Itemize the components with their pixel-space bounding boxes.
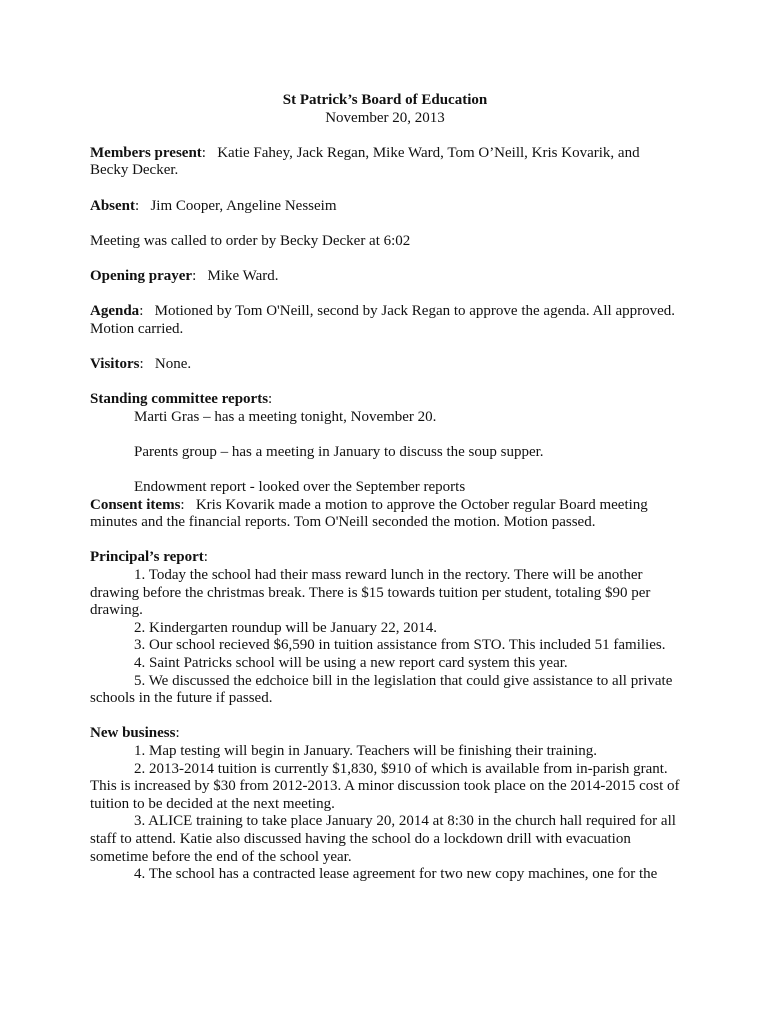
principal-report-item: 2. Kindergarten roundup will be January 22, 2014.	[134, 619, 437, 636]
opening-prayer-text: Mike Ward.	[207, 267, 279, 284]
agenda-text: Motioned by Tom O'Neill, second by Jack Regan to approve the agenda. All approved. Motion carried.	[90, 303, 676, 337]
members-present-label: Members present	[90, 144, 202, 161]
standing-committee-item: Marti Gras – has a meeting tonight, November 20.	[134, 408, 437, 425]
opening-prayer-label: Opening prayer	[90, 267, 193, 284]
call-to-order: Meeting was called to order by Becky Decker at 6:02	[90, 232, 411, 249]
minutes-page	[90, 92, 680, 884]
meeting-date: November 20, 2013	[325, 109, 445, 126]
principal-report-item: 3. Our school recieved $6,590 in tuition assistance from STO. This included 51 families.	[134, 637, 666, 654]
new-business-label: New business	[90, 725, 176, 742]
absent-label: Absent	[90, 197, 136, 214]
standing-committee-item: Endowment report - looked over the September reports	[134, 479, 466, 496]
spacer	[90, 127, 680, 145]
principal-report-item: 4. Saint Patricks school will be using a new report card system this year.	[134, 655, 568, 671]
consent-items-label: Consent items	[90, 496, 181, 513]
agenda-paragraph: Agenda: Motioned by Tom O'Neill, second by Jack Regan to approve the agenda. All approved. Motion carried.	[90, 303, 676, 337]
spacer	[90, 250, 680, 268]
visitors-paragraph: Visitors: None.	[90, 355, 192, 372]
opening-prayer-paragraph: Opening prayer: Mike Ward.	[90, 267, 279, 284]
new-business-item: 1. Map testing will begin in January. Teachers will be finishing their training.	[134, 742, 598, 759]
standing-committee-heading: Standing committee reports:	[90, 391, 273, 408]
spacer	[90, 461, 680, 479]
members-present-paragraph: Members present: Katie Fahey, Jack Regan, Mike Ward, Tom O’Neill, Kris Kovarik, and Becky Decker.	[90, 144, 640, 179]
spacer	[90, 426, 680, 444]
spacer	[90, 338, 680, 356]
principal-report-heading: Principal’s report:	[90, 549, 208, 566]
spacer	[90, 180, 680, 198]
spacer	[90, 286, 680, 304]
visitors-text: None.	[154, 355, 192, 372]
standing-committee-label: Standing committee reports	[90, 391, 269, 408]
spacer	[90, 374, 680, 392]
visitors-label: Visitors	[90, 355, 140, 372]
standing-committee-item: Parents group – has a meeting in January to discuss the soup supper.	[134, 443, 544, 460]
agenda-label: Agenda	[90, 303, 140, 320]
principal-report-label: Principal’s report	[90, 549, 204, 566]
consent-items-paragraph: Consent items: Kris Kovarik made a motion to approve the October regular Board meeting minutes and the financial reports. Tom O'Neill seconded the motion. Motion passed.	[90, 496, 648, 531]
consent-items-text: Kris Kovarik made a motion to approve the October regular Board meeting minutes and the financial reports. Tom O'Neill seconded the motion. Motion passed.	[90, 496, 648, 531]
principal-report-item: 5. We discussed the edchoice bill in the legislation that could give assistance to all private schools in the future if passed.	[90, 672, 673, 707]
absent-paragraph: Absent: Jim Cooper, Angeline Nesseim	[90, 197, 337, 214]
spacer	[90, 215, 680, 233]
members-present-text: Katie Fahey, Jack Regan, Mike Ward, Tom O’Neill, Kris Kovarik, and Becky Decker.	[90, 144, 640, 179]
principal-report-item: 1. Today the school had their mass reward lunch in the rectory. There will be another drawing before the christmas break. There is $15 towards tuition per student, totaling $90 per drawing.	[90, 567, 651, 619]
new-business-item: 4. The school has a contracted lease agreement for two new copy machines, one for the	[134, 866, 658, 883]
spacer	[90, 708, 680, 726]
new-business-heading: New business:	[90, 725, 180, 742]
spacer	[90, 532, 680, 550]
absent-text: Jim Cooper, Angeline Nesseim	[150, 197, 337, 214]
new-business-item: 2. 2013-2014 tuition is currently $1,830, $910 of which is available from in-parish grant. This is increased by $30 from 2012-2013. A minor discussion took place on the 2014-2015 cost of tuition to be decided at the next meeting.	[90, 760, 680, 812]
document-title: St Patrick’s Board of Education	[282, 92, 488, 108]
new-business-item: 3. ALICE training to take place January 20, 2014 at 8:30 in the church hall required for all staff to attend. Katie also discussed having the school do a lockdown drill with evacuation sometime before the end of the school year.	[90, 813, 676, 865]
